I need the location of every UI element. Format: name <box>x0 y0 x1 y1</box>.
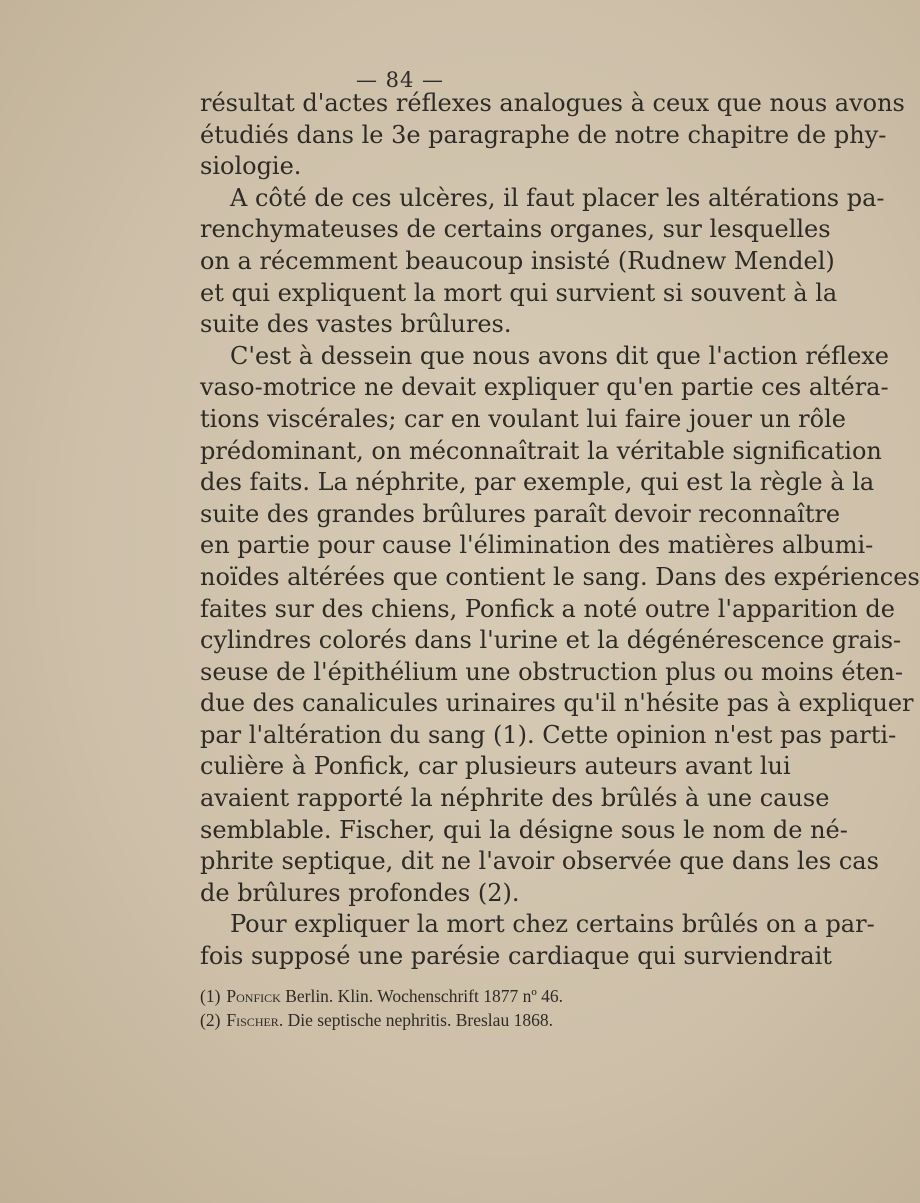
text-line: phrite septique, dit ne l'avoir observée que dans les cas <box>200 847 879 876</box>
body-text <box>200 88 920 973</box>
text-line: vaso-motrice ne devait expliquer qu'en partie ces altéra- <box>200 373 889 402</box>
footnote-author: Ponfick <box>226 986 281 1006</box>
text-line: siologie. <box>200 152 302 181</box>
footnote-author: Fischer. <box>226 1010 284 1030</box>
text-line: semblable. Fischer, qui la désigne sous le nom de né- <box>200 815 848 844</box>
text-line: de brûlures profondes (2). <box>200 878 520 907</box>
page-number: — 84 — <box>355 68 445 92</box>
footnote <box>200 984 760 1008</box>
text-line: avaient rapporté la néphrite des brûlés à une cause <box>200 784 830 813</box>
text-line: due des canalicules urinaires qu'il n'hésite pas à expliquer <box>200 689 914 718</box>
text-line: noïdes altérées que contient le sang. Dans des expériences <box>200 562 920 591</box>
footnote-text: Berlin. Klin. Wochenschrift 1877 nº 46. <box>285 986 564 1006</box>
paragraph <box>200 88 905 183</box>
paragraph <box>200 341 920 910</box>
text-line: A côté de ces ulcères, il faut placer les altérations pa- <box>230 183 885 212</box>
text-line: fois supposé une parésie cardiaque qui surviendrait <box>200 942 832 971</box>
text-line: des faits. La néphrite, par exemple, qui est la règle à la <box>200 468 875 497</box>
text-line: suite des vastes brûlures. <box>200 310 512 339</box>
text-line: renchymateuses de certains organes, sur lesquelles <box>200 215 831 244</box>
text-line: seuse de l'épithélium une obstruction plus ou moins éten- <box>200 657 903 686</box>
footnote-marker: (2) <box>200 1010 221 1030</box>
text-line: tions viscérales; car en voulant lui faire jouer un rôle <box>200 404 846 433</box>
text-line: cylindres colorés dans l'urine et la dégénérescence grais- <box>200 626 902 655</box>
text-line: on a récemment beaucoup insisté (Rudnew Mendel) <box>200 246 835 275</box>
text-line: prédominant, on méconnaîtrait la véritable signification <box>200 436 882 465</box>
footnote-marker: (1) <box>200 986 221 1006</box>
text-line: culière à Ponfick, car plusieurs auteurs avant lui <box>200 752 791 781</box>
text-line: par l'altération du sang (1). Cette opinion n'est pas parti- <box>200 720 897 749</box>
footnote <box>200 1008 760 1032</box>
text-line: faites sur des chiens, Ponfick a noté outre l'apparition de <box>200 594 895 623</box>
paragraph <box>200 183 885 341</box>
text-line: C'est à dessein que nous avons dit que l'action réflexe <box>230 341 890 370</box>
footnotes <box>200 984 760 1032</box>
text-line: résultat d'actes réflexes analogues à ceux que nous avons <box>200 89 905 117</box>
text-line: en partie pour cause l'élimination des matières albumi- <box>200 531 874 560</box>
footnote-text: Die septische nephritis. Breslau 1868. <box>287 1010 553 1030</box>
text-line: et qui expliquent la mort qui survient si souvent à la <box>200 278 838 307</box>
paragraph <box>200 909 875 972</box>
text-line: étudiés dans le 3e paragraphe de notre chapitre de phy- <box>200 120 887 149</box>
text-line: Pour expliquer la mort chez certains brûlés on a par- <box>230 910 875 939</box>
text-line: suite des grandes brûlures paraît devoir reconnaître <box>200 499 841 528</box>
